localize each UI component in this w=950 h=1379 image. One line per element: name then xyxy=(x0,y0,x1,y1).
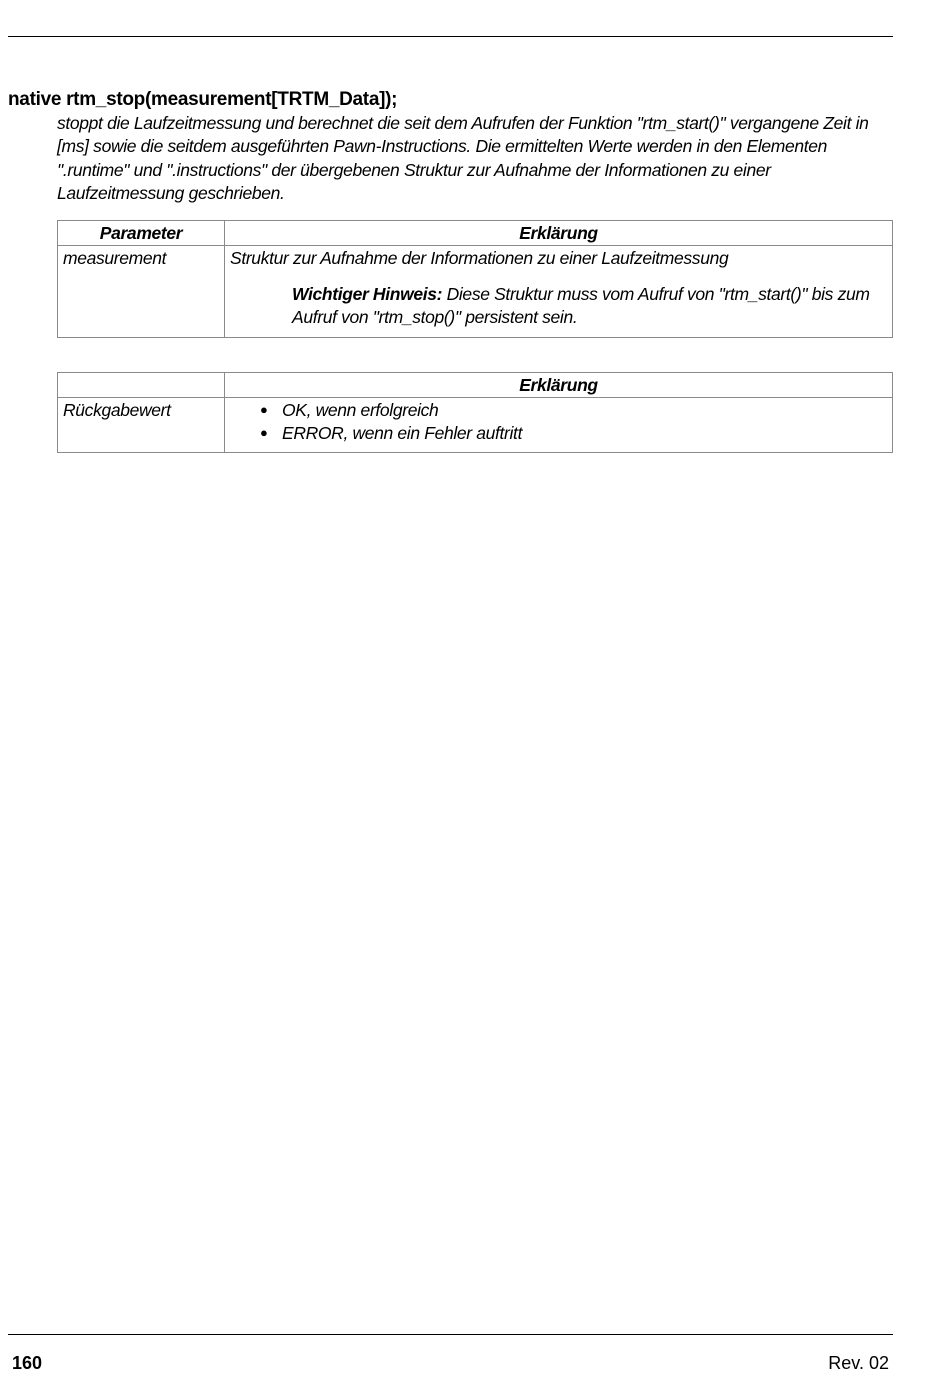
explanation-column-header: Erklärung xyxy=(225,373,893,398)
list-item-text: ERROR, wenn ein Fehler auftritt xyxy=(282,422,523,443)
list-item xyxy=(260,422,887,445)
table-row xyxy=(58,398,893,453)
parameter-name: measurement xyxy=(63,248,167,268)
function-signature: native rtm_stop(measurement[TRTM_Data]); xyxy=(8,89,398,110)
list-item xyxy=(260,399,887,422)
page-number: 160 xyxy=(12,1353,43,1373)
return-value-label: Rückgabewert xyxy=(63,400,171,420)
return-table-header xyxy=(58,373,893,398)
return-explanation-cell xyxy=(225,398,893,453)
bullet-icon: ● xyxy=(260,424,268,440)
footer-rule xyxy=(8,1334,893,1335)
important-note-text: Diese Struktur muss vom Aufruf von "rtm_start()" bis zum Aufruf von "rtm_stop()" persistent sein. xyxy=(292,284,870,327)
revision-label: Rev. 02 xyxy=(828,1353,889,1373)
return-value-table xyxy=(57,372,893,453)
bullet-icon: ● xyxy=(260,402,268,417)
explanation-column-header: Erklärung xyxy=(225,221,893,246)
parameter-explanation: Struktur zur Aufnahme der Informationen zu einer Laufzeitmessung xyxy=(230,248,729,268)
list-item-text: OK, wenn erfolgreich xyxy=(282,400,439,420)
important-note-label: Wichtiger Hinweis: xyxy=(292,284,443,304)
function-description: stoppt die Laufzeitmessung und berechnet die seit dem Aufrufen der Funktion "rtm_start()" vergangene Zeit in [ms] sowie die seitdem ausgeführten Pawn-Instructions. Die ermittelten Werte werden in den Elementen ".runtime" und ".instructions" der übergebenen Struktur zur Aufnahme der Informationen zu einer Laufzeitmessung geschrieben. xyxy=(57,113,869,203)
important-note xyxy=(292,283,887,329)
parameter-name-cell xyxy=(58,246,225,338)
table-row xyxy=(58,246,893,338)
empty-column-header xyxy=(58,373,225,398)
parameter-table xyxy=(57,220,893,338)
parameter-explanation-cell xyxy=(225,246,893,338)
parameter-column-header: Parameter xyxy=(58,221,225,246)
return-value-list xyxy=(230,398,887,452)
parameter-table-header xyxy=(58,221,893,246)
return-label-cell xyxy=(58,398,225,453)
header-rule xyxy=(8,36,893,37)
